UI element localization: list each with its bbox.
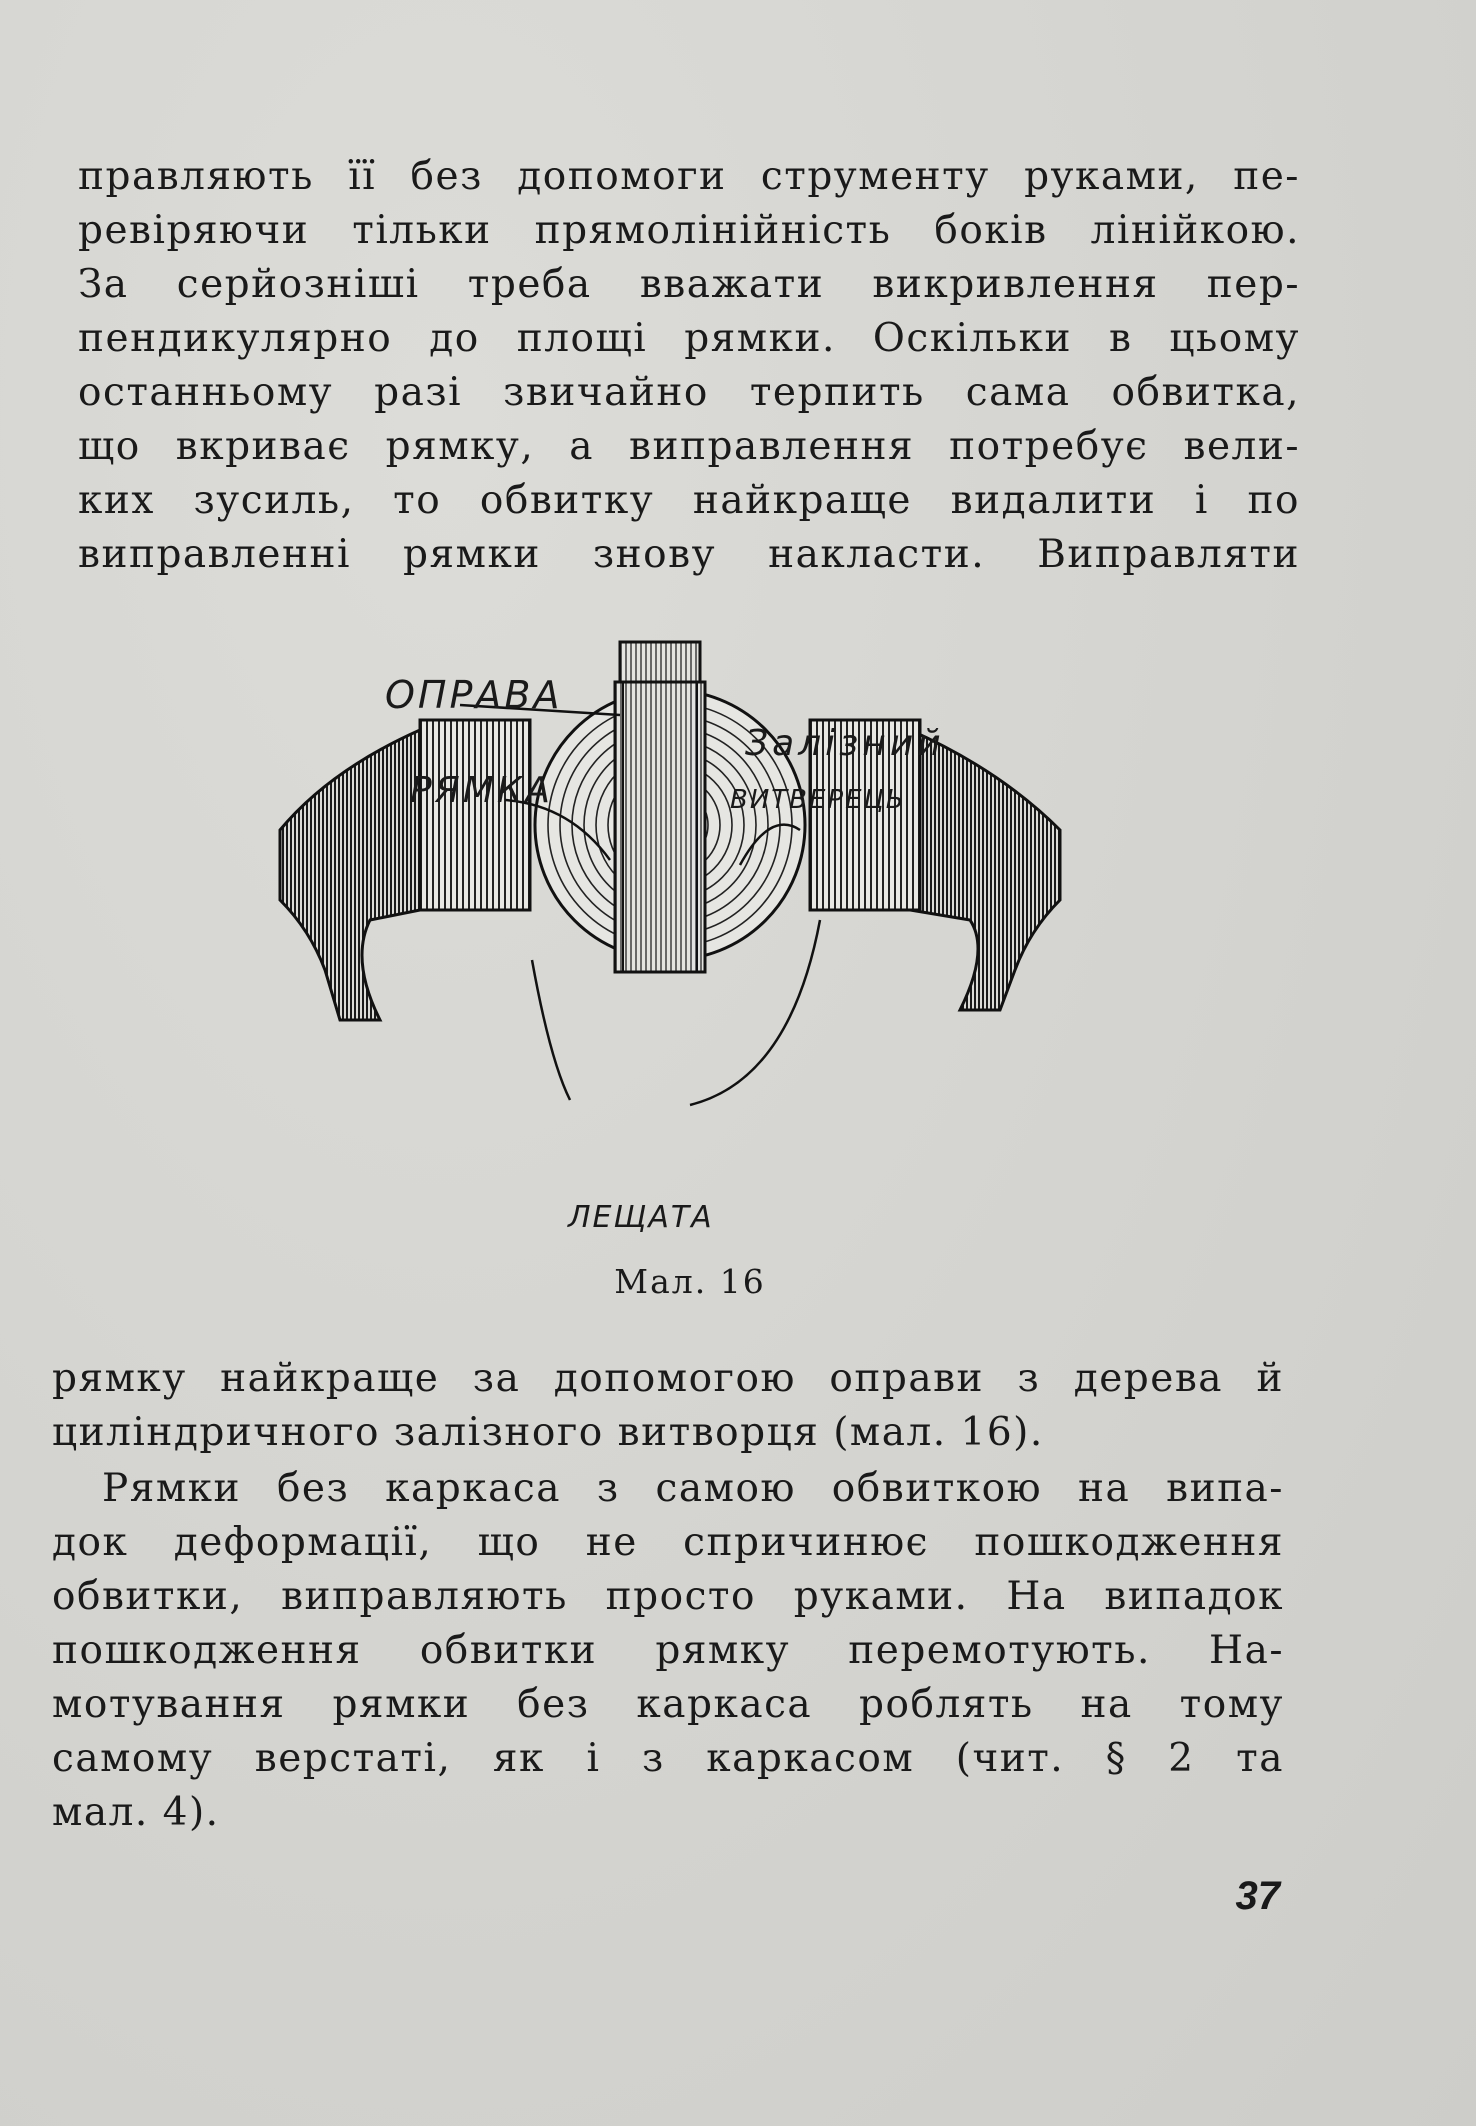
paragraph-3 — [52, 1462, 1284, 1840]
label-riamka: РЯМКА — [410, 770, 553, 811]
text-line: ких зусиль, то обвитку найкраще видалити і по — [78, 478, 1300, 523]
text-line: циліндричного залізного витворця (мал. 16). — [52, 1410, 1044, 1455]
text-line: правляють її без допомоги струменту руками, пе- — [78, 154, 1300, 199]
paragraph-2 — [52, 1352, 1284, 1460]
label-oprava: ОПРАВА — [385, 673, 563, 717]
paragraph-1 — [78, 150, 1300, 582]
text-line: пошкодження обвитки рямку перемотують. На- — [52, 1628, 1284, 1673]
text-line: ревіряючи тільки прямолінійність боків лінійкою. — [78, 208, 1300, 253]
figure-illustration — [270, 630, 1110, 1250]
text-line: що вкриває рямку, а виправлення потребує вели- — [78, 424, 1300, 469]
riamka-frame — [615, 682, 705, 972]
label-zaliznyi: Залізний — [745, 723, 945, 764]
page-number: 37 — [1235, 1874, 1280, 1918]
figure-caption: Мал. 16 — [614, 1262, 766, 1301]
vise-left-pad — [420, 720, 530, 910]
text-line: Рямки без каркаса з самою обвиткою на випа- — [102, 1466, 1284, 1511]
text-line: док деформації, що не спричинює пошкодження — [52, 1520, 1284, 1565]
text-line: обвитки, виправляють просто руками. На випадок — [52, 1574, 1284, 1619]
text-line: мал. 4). — [52, 1790, 220, 1835]
text-line: пендикулярно до площі рямки. Оскільки в цьому — [78, 316, 1300, 361]
vise-right-jaw — [910, 730, 1060, 1010]
text-line: мотування рямки без каркаса роблять на тому — [52, 1682, 1284, 1727]
text-line: виправленні рямки знову накласти. Виправляти — [78, 532, 1300, 577]
label-vytverets: ВИТВЕРЕЦЬ — [730, 785, 906, 815]
text-line: За серйозніші треба вважати викривлення пер- — [78, 262, 1300, 307]
vise-left-jaw — [280, 730, 420, 1020]
text-line: самому верстаті, як і з каркасом (чит. § 2 та — [52, 1736, 1284, 1781]
text-line: рямку найкраще за допомогою оправи з дерева й — [52, 1356, 1284, 1401]
text-line: останньому разі звичайно терпить сама обвитка, — [78, 370, 1300, 415]
label-leshchata: ЛЕЩАТА — [568, 1200, 714, 1235]
